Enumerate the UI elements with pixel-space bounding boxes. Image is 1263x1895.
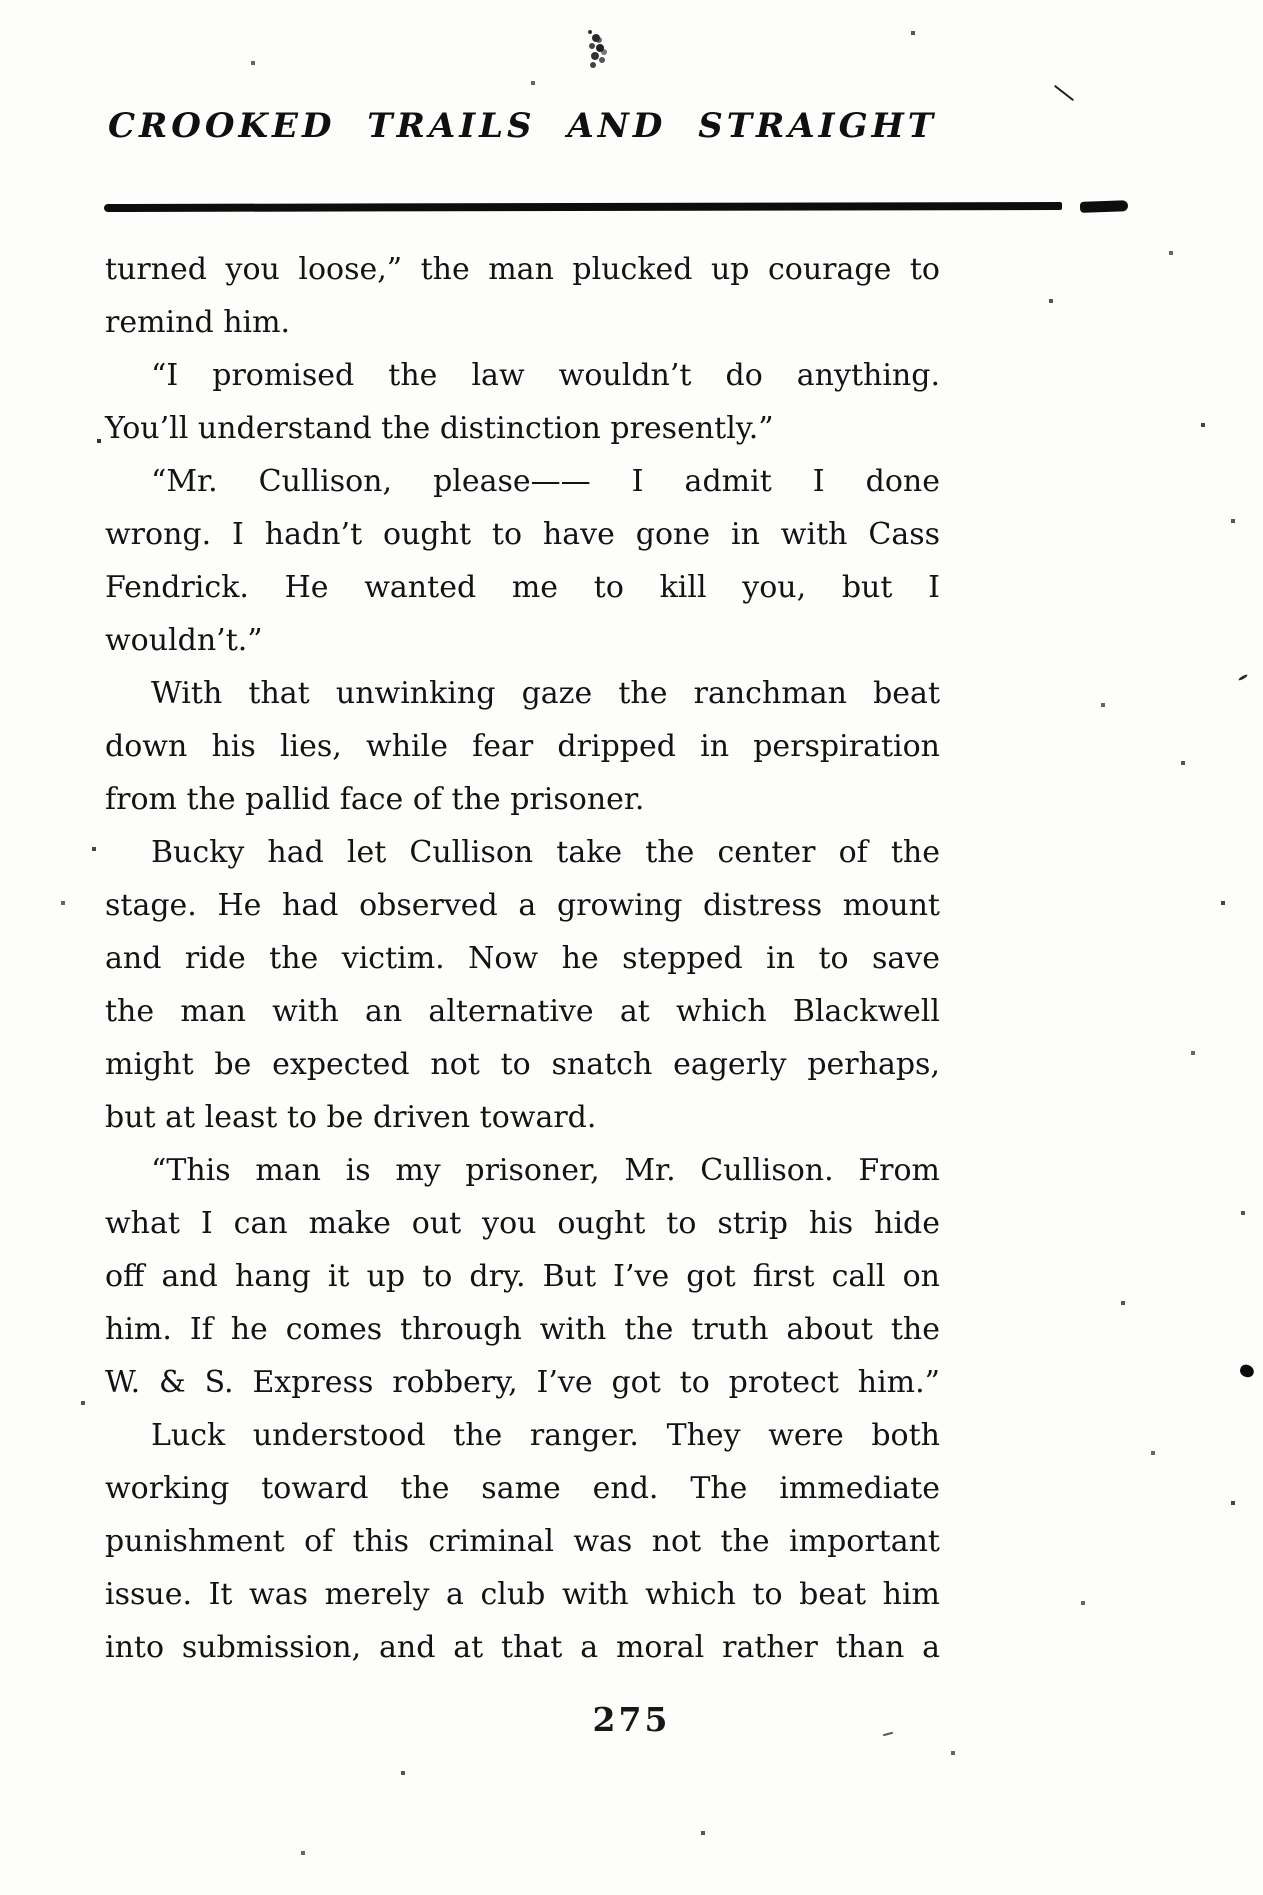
text-line: wrong. I hadn’t ought to have gone in with Cass	[105, 517, 940, 552]
text-line: and ride the victim. Now he stepped in to save	[105, 941, 940, 976]
header-rule	[104, 202, 1062, 212]
page-number: 275	[592, 1700, 671, 1739]
text-line: but at least to be driven toward.	[105, 1100, 597, 1135]
text-line: into submission, and at that a moral rather than a	[105, 1630, 940, 1665]
text-line: remind him.	[105, 305, 291, 340]
text-line: the man with an alternative at which Blackwell	[105, 994, 940, 1029]
text-line: Luck understood the ranger. They were both	[151, 1418, 940, 1453]
text-line: punishment of this criminal was not the important	[105, 1524, 940, 1559]
text-line: from the pallid face of the prisoner.	[105, 782, 645, 817]
text-line: “This man is my prisoner, Mr. Cullison. From	[151, 1153, 940, 1188]
text-line: stage. He had observed a growing distress mount	[105, 888, 940, 923]
body-text	[105, 243, 940, 1674]
text-line: Bucky had let Cullison take the center of the	[151, 835, 940, 870]
text-line: working toward the same end. The immediate	[105, 1471, 940, 1506]
header-rule-dash	[1080, 200, 1128, 213]
text-line: issue. It was merely a club with which to beat him	[105, 1577, 940, 1612]
text-line: turned you loose,” the man plucked up courage to	[105, 252, 940, 287]
scan-speckles	[0, 0, 2, 2]
text-line: “Mr. Cullison, please—— I admit I done	[151, 464, 940, 499]
text-line: With that unwinking gaze the ranchman beat	[151, 676, 940, 711]
ink-blob	[1238, 1363, 1255, 1379]
text-line: W. & S. Express robbery, I’ve got to protect him.”	[105, 1365, 940, 1400]
text-line: what I can make out you ought to strip his hide	[105, 1206, 940, 1241]
text-line: down his lies, while fear dripped in perspiration	[105, 729, 940, 764]
text-line: You’ll understand the distinction presently.”	[105, 411, 774, 446]
text-line: might be expected not to snatch eagerly perhaps,	[105, 1047, 940, 1082]
text-line: Fendrick. He wanted me to kill you, but I	[105, 570, 940, 605]
ink-smudge	[588, 30, 592, 34]
text-line: wouldn’t.”	[105, 623, 263, 658]
running-head: CROOKED TRAILS AND STRAIGHT	[107, 106, 938, 146]
text-line: off and hang it up to dry. But I’ve got first call on	[105, 1259, 940, 1294]
ink-curl-mark	[1238, 674, 1248, 682]
text-line: him. If he comes through with the truth about the	[105, 1312, 940, 1347]
pen-slash-mark	[1054, 85, 1074, 101]
text-line: “I promised the law wouldn’t do anything.	[151, 358, 940, 393]
